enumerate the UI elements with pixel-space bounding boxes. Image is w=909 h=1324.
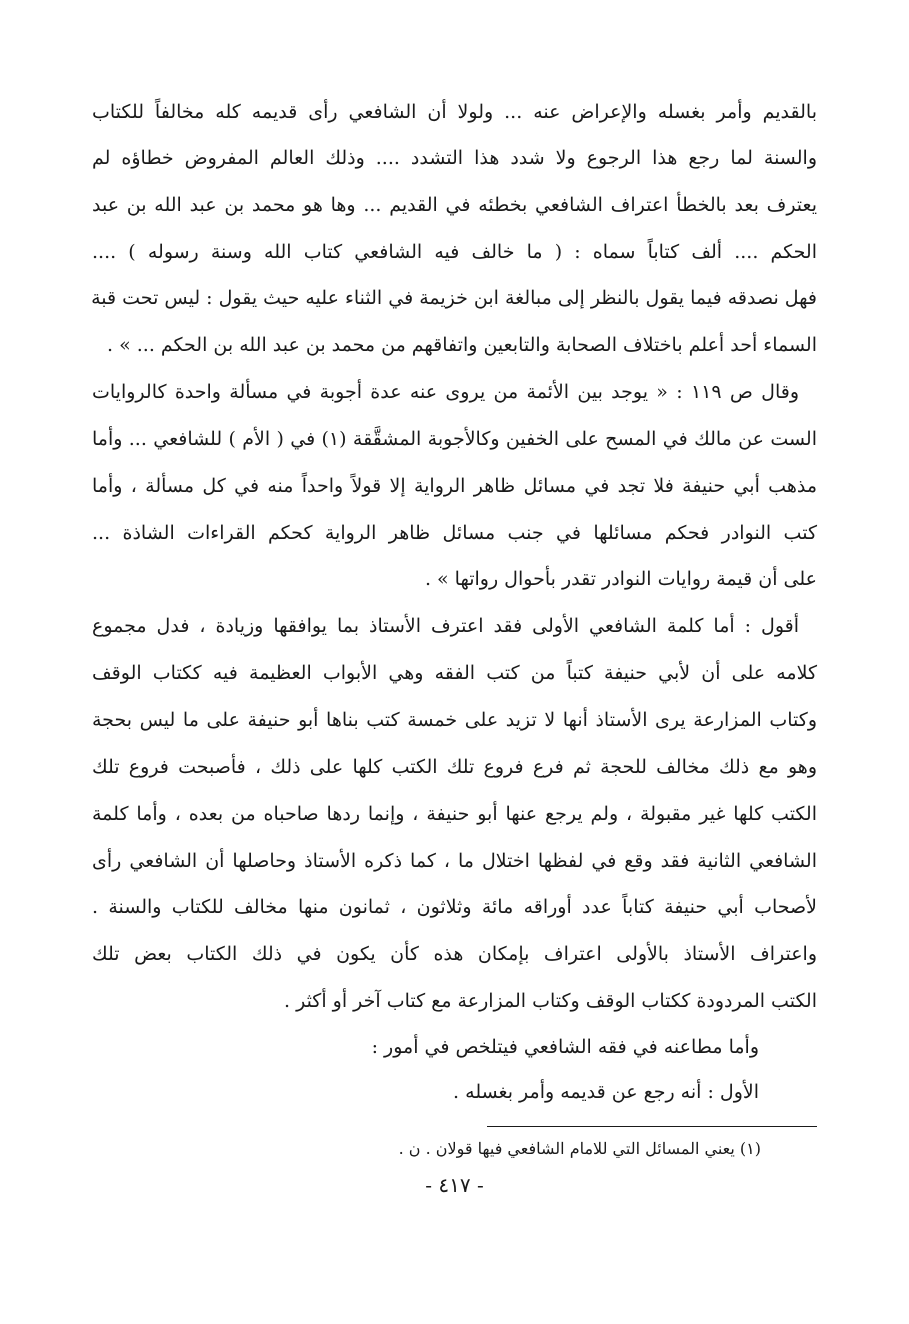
text-line: فهل نصدقه فيما يقول بالنظر إلى مبالغة ابن خزيمة في الثناء عليه حيث يقول : ليس تحت قبة [91, 287, 817, 309]
text-line: الشافعي الثانية فقد وقع في لفظها اختلال ما ، كما ذكره الأستاذ وحاصلها أن الشافعي رأى [92, 850, 817, 872]
text-line: والسنة لما رجع هذا الرجوع ولا شدد هذا التشدد .... وذلك العالم المفروض خطاؤه لم [92, 147, 817, 169]
text-line: السماء أحد أعلم باختلاف الصحابة والتابعين واتفاقهم من محمد بن عبد الله بن الحكم ... » . [107, 334, 817, 356]
text-line: وأما مطاعنه في فقه الشافعي فيتلخص في أمور : [371, 1036, 759, 1058]
text-line: بالقديم وأمر بغسله والإعراض عنه ... ولولا أن الشافعي رأى قديمه كله مخالفاً للكتاب [92, 101, 817, 123]
text-line: مذهب أبي حنيفة فلا تجد في مسائل ظاهر الرواية إلا قولاً واحداً منه في كل مسألة ، وأما [92, 475, 817, 497]
text-line: يعترف بعد بالخطأ اعتراف الشافعي بخطئه في القديم ... وها هو محمد بن عبد الله بن عبد [92, 194, 817, 216]
text-line: وكتاب المزارعة يرى الأستاذ أنها لا تزيد على خمسة كتب بناها أبو حنيفة على ما ليس بحجة [92, 709, 817, 731]
text-line: أقول : أما كلمة الشافعي الأولى فقد اعترف الأستاذ بما يوافقها وزيادة ، فدل مجموع [92, 615, 799, 637]
text-line: الأول : أنه رجع عن قديمه وأمر بغسله . [453, 1081, 759, 1103]
text-line: الكتب المردودة ككتاب الوقف وكتاب المزارعة مع كتاب آخر أو أكثر . [284, 990, 817, 1012]
text-line: على أن قيمة روايات النوادر تقدر بأحوال رواتها » . [424, 568, 817, 590]
text-line: وقال ص ١١٩ : « يوجد بين الأئمة من يروى عنه عدة أجوبة في مسألة واحدة كالروايات [92, 381, 799, 403]
text-line: كلامه على أن لأبي حنيفة كتباً من كتب الفقه وهي الأبواب العظيمة فيه ككتاب الوقف [92, 662, 817, 684]
text-line: كتب النوادر فحكم مسائلها في جنب مسائل ظاهر الرواية كحكم القراءات الشاذة ... [92, 522, 817, 544]
text-line: وهو مع ذلك مخالف للحجة ثم فرع فروع تلك الكتب كلها على ذلك ، فأصبحت فروع تلك [92, 756, 817, 778]
text-line: واعتراف الأستاذ بالأولى اعتراف بإمكان هذه كأن يكون في ذلك الكتاب بعض تلك [92, 943, 817, 965]
page-number: - ٤١٧ - [425, 1173, 484, 1197]
text-line: لأصحاب أبي حنيفة كتاباً عدد أوراقه مائة وثلاثون ، ثمانون منها مخالف للكتاب والسنة . [92, 896, 817, 918]
text-line: الكتب كلها غير مقبولة ، ولم يرجع عنها أبو حنيفة ، وإنما ردها صاحباه من بعده ، وأما كلمة [92, 803, 817, 825]
footnote: (١) يعني المسائل التي للامام الشافعي فيها قولان . ن . [398, 1139, 761, 1158]
footnote-separator [487, 1126, 817, 1127]
text-line: الست عن مالك في المسح على الخفين وكالأجوبة المشقَّقة (١) في ( الأم ) للشافعي ... وأما [92, 428, 818, 450]
text-line: الحكم .... ألف كتاباً سماه : ( ما خالف فيه الشافعي كتاب الله وسنة رسوله ) .... [92, 241, 817, 263]
